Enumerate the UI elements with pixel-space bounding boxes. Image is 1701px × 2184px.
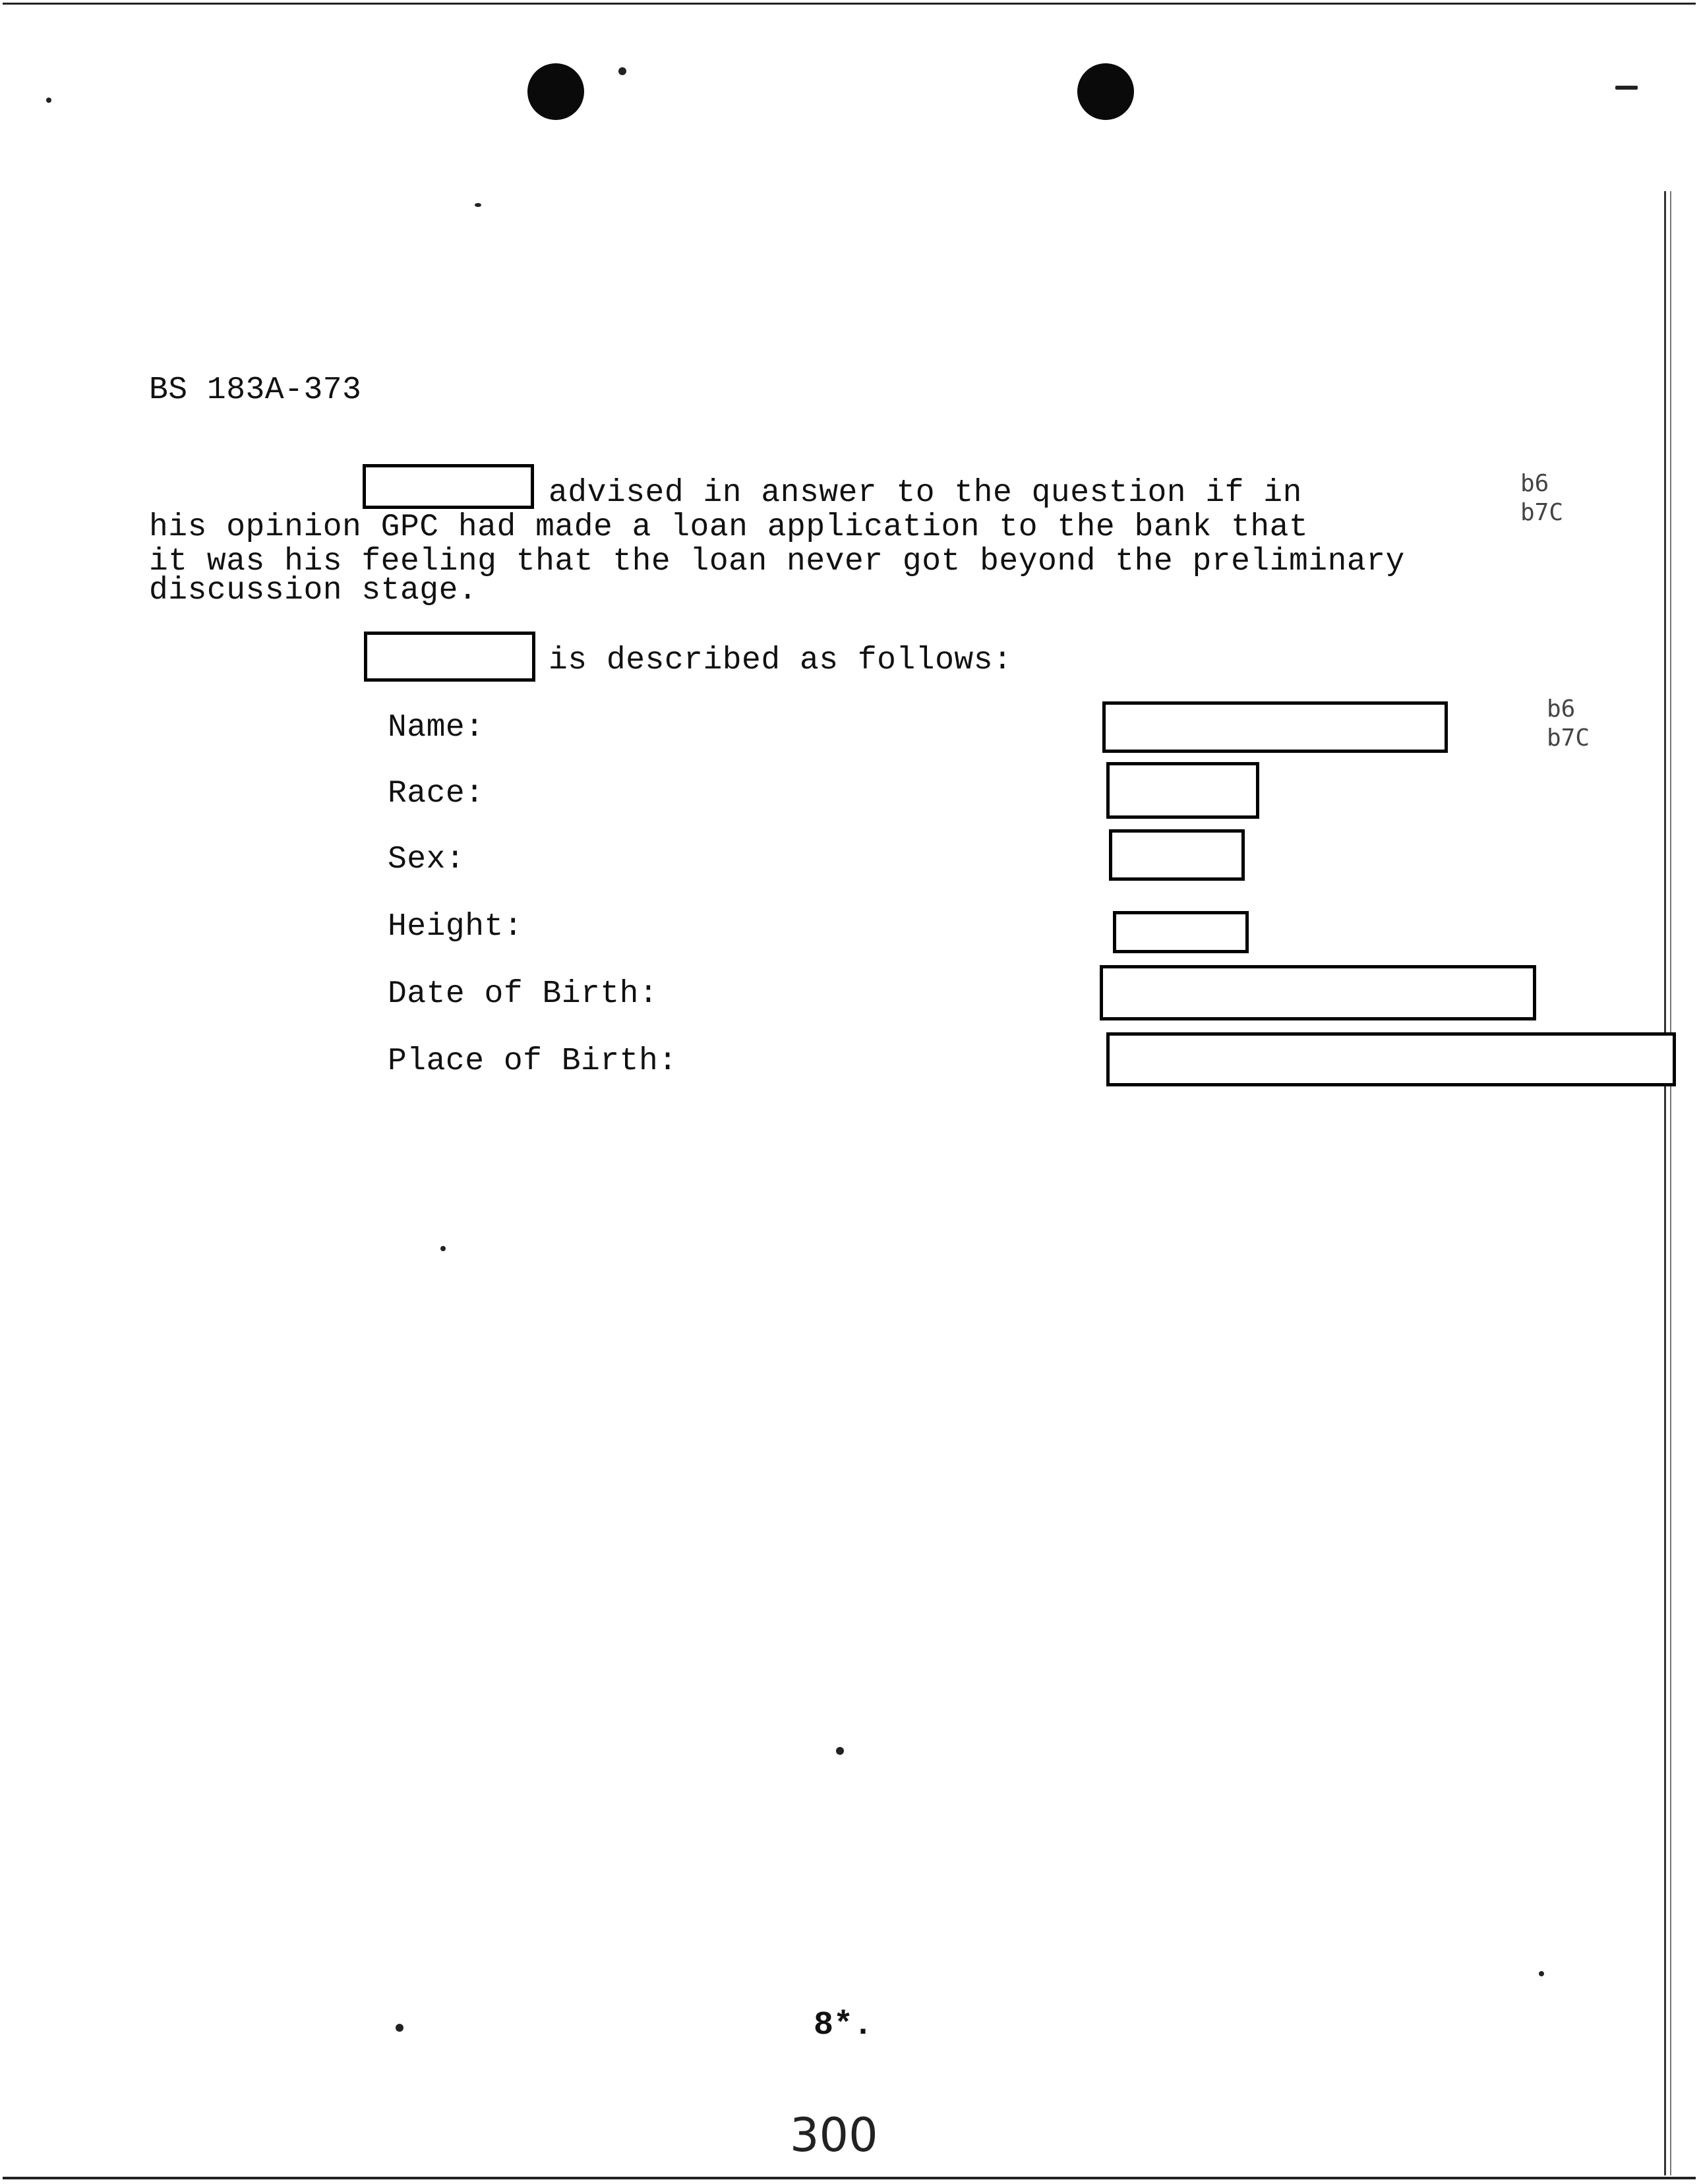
scan-speck xyxy=(396,2024,403,2032)
exemption-code-b6-second: b6 xyxy=(1547,695,1576,723)
scan-speck xyxy=(46,98,51,103)
redaction-box-source-2 xyxy=(364,632,535,682)
file-number: BS 183A-373 xyxy=(149,372,362,408)
scan-speck xyxy=(1539,1971,1544,1976)
paragraph-line-2: his opinion GPC had made a loan application to the bank that xyxy=(149,510,1309,545)
redaction-box-sex xyxy=(1109,829,1245,881)
redaction-box-place-of-birth xyxy=(1106,1032,1676,1086)
paragraph-line-4: discussion stage. xyxy=(149,573,478,608)
redaction-box-name xyxy=(1102,701,1448,753)
field-label-place-of-birth: Place of Birth: xyxy=(388,1044,678,1079)
redaction-box-source-1 xyxy=(363,464,534,509)
field-label-name: Name: xyxy=(388,710,485,746)
scan-speck xyxy=(836,1747,844,1755)
field-label-date-of-birth: Date of Birth: xyxy=(388,976,659,1012)
scan-speck xyxy=(618,67,626,75)
scan-speck xyxy=(1615,86,1638,90)
paragraph-line-3: it was his feeling that the loan never got beyond the preliminary xyxy=(149,544,1405,579)
scan-right-edge xyxy=(1664,191,1671,2175)
field-label-sex: Sex: xyxy=(388,842,465,877)
paragraph-line-1: advised in answer to the question if in xyxy=(549,475,1302,511)
punch-hole-right xyxy=(1077,63,1134,120)
description-intro: is described as follows: xyxy=(549,643,1013,678)
page-number: 300 xyxy=(790,2108,878,2162)
punch-hole-left xyxy=(527,63,584,120)
field-label-race: Race: xyxy=(388,776,485,812)
scan-speck xyxy=(440,1246,446,1251)
redaction-box-height xyxy=(1113,911,1249,953)
exemption-code-b7c-second: b7C xyxy=(1547,724,1590,752)
page-border xyxy=(3,3,1696,2179)
exemption-code-b6-first: b6 xyxy=(1520,470,1549,497)
redaction-box-date-of-birth xyxy=(1100,965,1536,1020)
redaction-box-race xyxy=(1106,762,1259,819)
field-label-height: Height: xyxy=(388,909,523,945)
exemption-code-b7c-first: b7C xyxy=(1520,499,1564,526)
footer-serial-mark: 8*. xyxy=(814,2007,874,2044)
scan-speck xyxy=(475,203,481,207)
